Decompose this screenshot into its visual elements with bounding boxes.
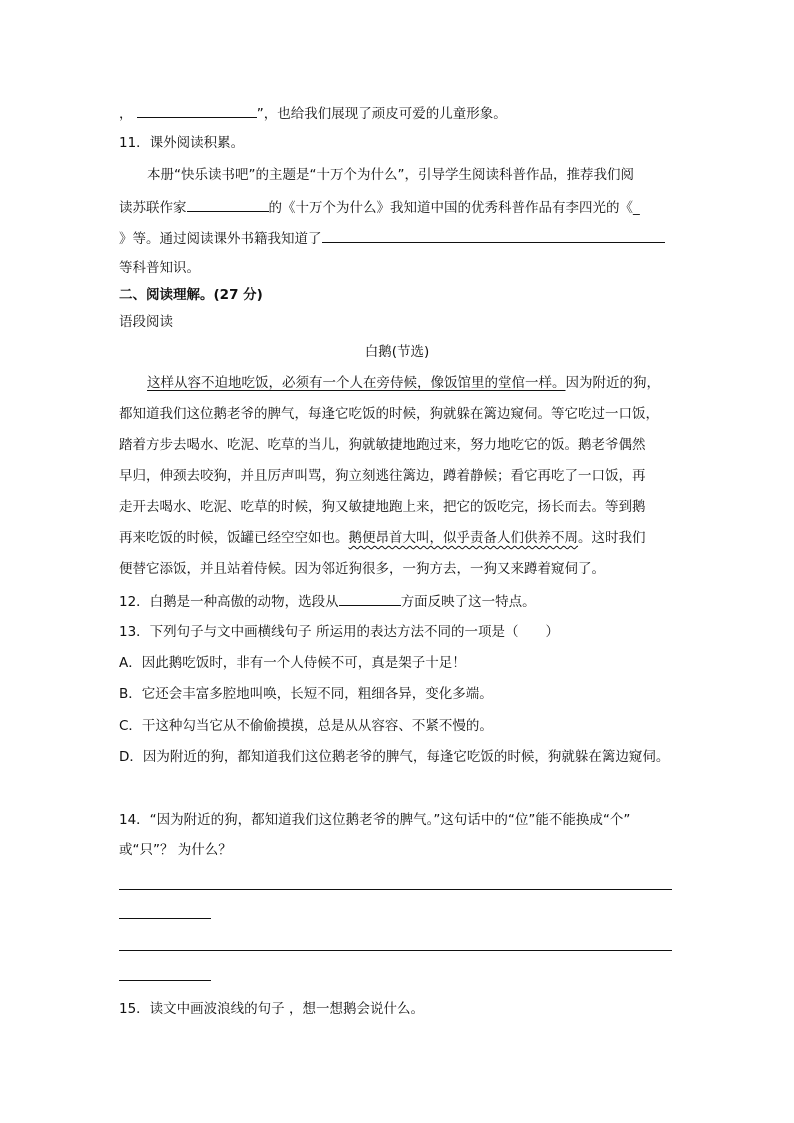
q11-title: 11．课外阅读积累。	[119, 135, 245, 151]
section-subheading: 语段阅读	[119, 314, 173, 330]
q13-option-c[interactable]: C．干这种勾当它从不偷偷摸摸，总是从从容容、不紧不慢的。	[119, 718, 493, 734]
passage-text: 。这时我们	[578, 530, 646, 546]
author-blank[interactable]	[187, 197, 269, 212]
wavy-sentence: 鹅便昂首大叫，似乎责备人们供养不周	[348, 530, 578, 546]
answer-line[interactable]	[119, 889, 672, 890]
answer-line[interactable]	[119, 950, 672, 951]
passage-line: 便替它添饭，并且站着侍候。因为邻近狗很多，一狗方去，一狗又来蹲着窥伺了。	[119, 561, 605, 577]
passage-line: 踏着方步去喝水、吃泥、吃草的当儿，狗就敏捷地跑过来，努力地吃它的饭。鹅老爷偶然	[119, 437, 646, 453]
knowledge-blank[interactable]	[322, 228, 665, 243]
q15: 15．读文中画波浪线的句子 ，想一想鹅会说什么。	[119, 1001, 424, 1017]
q14-line1: 14．“因为附近的狗，都知道我们这位鹅老爷的脾气。”这句话中的“位”能不能换成“个”	[119, 812, 631, 828]
passage-line	[119, 529, 646, 547]
q10-blank[interactable]	[137, 103, 257, 118]
underlined-sentence: 这样从容不迫地吃饭，必须有一个人在旁侍候，像饭馆里的堂倌一样。	[147, 375, 566, 391]
passage-line	[147, 374, 660, 392]
passage-text: 因为附近的狗，	[565, 375, 660, 391]
q10-suffix: ”，也给我们展现了顽皮可爱的儿童形象。	[256, 106, 507, 122]
q12-text: 12．白鹅是一种高傲的动物，选段从	[119, 594, 339, 610]
q10-prefix: ，	[119, 106, 133, 122]
q11-line3	[119, 228, 665, 248]
passage-title: 白鹅(节选)	[364, 344, 430, 360]
q10-tail	[119, 103, 507, 123]
q11-line2	[119, 197, 640, 217]
q13-option-d[interactable]: D．因为附近的狗，都知道我们这位鹅老爷的脾气，每逢它吃饭的时候，狗就躲在篱边窥伺。	[119, 749, 670, 765]
q11-line1: 本册“快乐读书吧”的主题是“十万个为什么”，引导学生阅读科普作品，推荐我们阅	[147, 167, 634, 183]
q13-stem: 13．下列句子与文中画横线句子 所运用的表达方法不同的一项是（ ）	[119, 624, 559, 640]
q14-line2: 或“只”？ 为什么？	[119, 842, 232, 858]
q12	[119, 591, 536, 611]
passage-line: 都知道我们这位鹅老爷的脾气，每逢它吃饭的时候，狗就躲在篱边窥伺。等它吃过一口饭，	[119, 406, 659, 422]
q13-option-b[interactable]: B．它还会丰富多腔地叫唤，长短不同，粗细各异，变化多端。	[119, 686, 493, 702]
passage-line: 走开去喝水、吃泥、吃草的时候，狗又敏捷地跑上来，把它的饭吃完，扬长而去。等到鹅	[119, 499, 646, 515]
q11-text: 的《十万个为什么》我知道中国的优秀科普作品有李四光的《_	[268, 200, 640, 216]
q11-text: 》等。通过阅读课外书籍我知道了	[119, 231, 322, 247]
answer-line[interactable]	[119, 918, 211, 919]
q11-line4: 等科普知识。	[119, 260, 200, 276]
q13-option-a[interactable]: A．因此鹅吃饭时，非有一个人侍候不可，真是架子十足！	[119, 655, 466, 671]
passage-text: 再来吃饭的时候，饭罐已经空空如也。	[119, 530, 349, 546]
q12-text: 方面反映了这一特点。	[400, 594, 536, 610]
q12-blank[interactable]	[339, 591, 401, 606]
q11-text: 读苏联作家	[119, 200, 187, 216]
passage-line: 早归，伸颈去咬狗，并且厉声叫骂，狗立刻逃往篱边，蹲着静候；看它再吃了一口饭，再	[119, 468, 646, 484]
section-heading: 二、阅读理解。(27 分)	[119, 287, 263, 303]
answer-line[interactable]	[119, 980, 211, 981]
